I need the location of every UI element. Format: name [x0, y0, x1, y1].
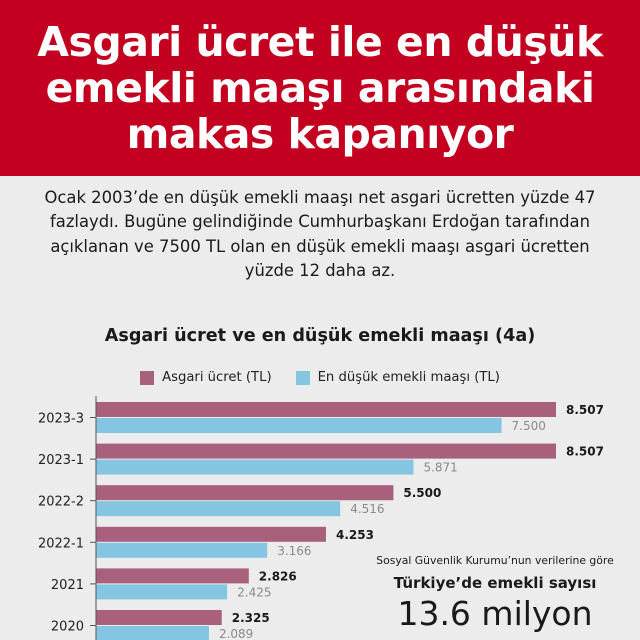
- bar-series0-2020: [96, 610, 222, 625]
- legend-swatch-min-pension: [296, 371, 310, 385]
- header-banner: [0, 0, 640, 176]
- data-label-series1-2022-2: 4.516: [350, 502, 385, 517]
- chart-legend: [0, 370, 640, 385]
- category-label-2023-3: 2023-3: [37, 411, 84, 427]
- info-source: Sosyal Güvenlik Kurumu’nun verilerine göre: [376, 554, 614, 567]
- intro-paragraph: Ocak 2003’de en düşük emekli maaşı net asgari ücretten yüzde 47 fazlaydı. Bugüne gelindiğinde Cumhurbaşkanı Erdoğan tarafından açıklanan ve 7500 TL olan en düşük emekli maaşı asgari ücretten yüzde 12 daha az.: [44, 188, 596, 281]
- bar-series1-2020: [96, 626, 209, 640]
- data-label-series1-2020: 2.089: [218, 627, 254, 640]
- category-label-2022-1: 2022-1: [37, 536, 84, 552]
- category-label-2023-1: 2023-1: [37, 453, 84, 469]
- data-label-series1-2023-1: 5.871: [423, 460, 458, 475]
- bar-series1-2023-3: [96, 418, 502, 433]
- info-box: [372, 554, 618, 634]
- info-headline: Türkiye’de emekli sayısı: [393, 574, 597, 592]
- bar-series0-2023-3: [96, 402, 556, 417]
- page-title: Asgari ücret ile en düşük emekli maaşı arasındaki makas kapanıyor: [37, 18, 603, 158]
- data-label-series0-2020: 2.325: [231, 611, 270, 625]
- bar-series0-2022-2: [96, 485, 393, 500]
- bar-series1-2022-1: [96, 543, 267, 558]
- category-label-2021: 2021: [50, 577, 84, 593]
- category-label-2020: 2020: [50, 619, 84, 635]
- info-big-number: 13.6 milyon: [397, 594, 593, 633]
- bar-series1-2022-2: [96, 501, 340, 516]
- data-label-series0-2022-1: 4.253: [335, 527, 374, 542]
- bar-series0-2023-1: [96, 444, 556, 459]
- data-label-series1-2022-1: 3.166: [277, 543, 312, 558]
- legend-swatch-minimum-wage: [140, 371, 154, 385]
- category-label-2022-2: 2022-2: [37, 494, 84, 510]
- legend-item-min-pension: [296, 370, 500, 385]
- bar-series1-2021: [96, 584, 227, 599]
- data-label-series1-2021: 2.425: [237, 585, 272, 600]
- legend-label-minimum-wage: Asgari ücret (TL): [162, 370, 272, 385]
- data-label-series0-2023-1: 8.507: [566, 444, 604, 459]
- data-label-series1-2023-3: 7.500: [511, 419, 546, 433]
- data-label-series0-2021: 2.826: [258, 569, 297, 584]
- data-label-series0-2023-3: 8.507: [566, 403, 604, 417]
- bar-series1-2023-1: [96, 460, 413, 475]
- bar-series0-2021: [96, 568, 249, 583]
- chart-title: Asgari ücret ve en düşük emekli maaşı (4a): [104, 326, 536, 346]
- legend-item-minimum-wage: [140, 370, 272, 385]
- legend-label-min-pension: En düşük emekli maaşı (TL): [317, 370, 500, 385]
- bar-series0-2022-1: [96, 527, 326, 542]
- data-label-series0-2022-2: 5.500: [403, 486, 442, 501]
